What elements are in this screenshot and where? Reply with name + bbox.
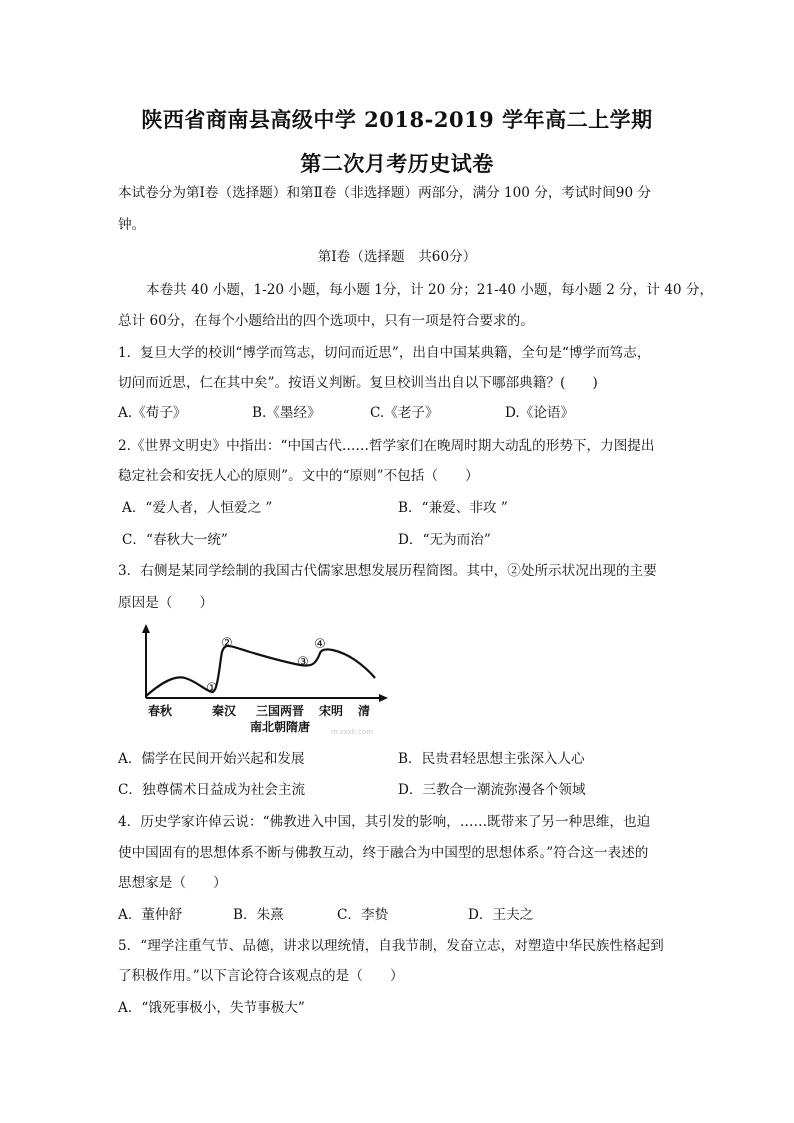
q3-option-b: B．民贵君轻思想主张深入人心	[398, 751, 585, 767]
y-axis-arrow	[142, 624, 150, 633]
q1-option-c: C.《老子》	[370, 405, 439, 421]
x-axis-arrow	[379, 694, 388, 702]
q5-stem-line1: 5．“理学注重气节、品德，讲求以理统情，自我节制，发奋立志，对塑造中华民族性格起到	[118, 938, 664, 954]
development-curve	[146, 646, 375, 696]
label-chunqiu: 春秋	[147, 704, 173, 718]
exam-title-line1: 陕西省商南县高级中学 2018-2019 学年高二上学期	[141, 107, 653, 132]
section1-heading: 第Ⅰ卷（选择题 共60分）	[317, 249, 477, 265]
label-qinhan: 秦汉	[211, 704, 237, 718]
q2-option-d: D．“无为而治”	[398, 532, 491, 548]
q1-option-b: B.《墨经》	[252, 405, 321, 421]
label-nanbei: 南北朝隋唐	[249, 720, 311, 734]
marker-3: ③	[297, 655, 309, 670]
q4-stem-line3: 思想家是（ ）	[118, 875, 227, 891]
intro-line2: 钟。	[118, 217, 146, 233]
q5-stem-line2: 了积极作用。”以下言论符合该观点的是（ ）	[118, 968, 404, 984]
q3-stem-line1: 3．右侧是某同学绘制的我国古代儒家思想发展历程简图。其中，②处所示状况出现的主要	[118, 563, 657, 579]
q3-option-d: D．三教合一潮流弥漫各个领域	[398, 782, 586, 798]
label-sanguo: 三国两晋	[255, 704, 305, 718]
q4-stem-line2: 使中国固有的思想体系不断与佛教互动，终于融合为中国型的思想体系。”符合这一表述的	[118, 845, 649, 861]
q1-stem-line2: 切问而近思，仁在其中矣”。按语义判断。复旦校训当出自以下哪部典籍？( )	[118, 375, 598, 391]
q3-stem-line2: 原因是（ ）	[118, 595, 214, 611]
q5-option-a: A．“饿死事极小，失节事极大”	[118, 1000, 305, 1016]
q4-option-b: B．朱熹	[233, 907, 284, 923]
label-qing: 清	[357, 704, 371, 718]
q1-option-d: D.《论语》	[505, 405, 575, 421]
q4-stem-line1: 4．历史学家许倬云说：“佛教进入中国，其引发的影响，……既带来了另一种思维，也迫	[118, 814, 651, 830]
q1-option-a: A.《荀子》	[118, 405, 187, 421]
q2-option-a: A．“爱人者，人恒爱之 ”	[122, 500, 273, 516]
q2-option-c: C．“春秋大一统”	[122, 532, 228, 548]
exam-title-line2: 第二次月考历史试卷	[300, 151, 494, 176]
q2-option-b: B．“兼爱、非攻 ”	[398, 500, 508, 516]
q3-option-a: A．儒学在民间开始兴起和发展	[118, 751, 305, 767]
marker-4: ④	[314, 637, 326, 652]
marker-1: ①	[206, 681, 218, 696]
q3-option-c: C．独尊儒术日益成为社会主流	[118, 782, 306, 798]
section1-desc-line1: 本卷共 40 小题，1-20 小题，每小题 1分，计 20 分；21-40 小题，每小题 2 分，计 40 分，	[146, 282, 714, 298]
section1-desc-line2: 总计 60分，在每个小题给出的四个选项中，只有一项是符合要求的。	[118, 313, 534, 329]
q1-stem-line1: 1．复旦大学的校训“博学而笃志，切问而近思”，出自中国某典籍，全句是“博学而笃志，	[118, 345, 651, 361]
q2-stem-line1: 2.《世界文明史》中指出：“中国古代……哲学家们在晚周时期大动乱的形势下，力图提出	[118, 438, 655, 454]
label-songming: 宋明	[318, 704, 344, 718]
q4-option-a: A．董仲舒	[118, 907, 183, 923]
q4-option-d: D．王夫之	[468, 907, 534, 923]
intro-line1: 本试卷分为第Ⅰ卷（选择题）和第Ⅱ卷（非选择题）两部分，满分 100 分，考试时间90 分	[118, 185, 652, 201]
confucianism-development-diagram	[130, 620, 400, 740]
marker-2: ②	[221, 636, 233, 651]
q4-option-c: C．李贽	[337, 907, 389, 923]
q2-stem-line2: 稳定社会和安抚人心的原则”。文中的“原则”不包括（ ）	[118, 468, 479, 484]
watermark: m.zxxk.com	[330, 728, 374, 736]
